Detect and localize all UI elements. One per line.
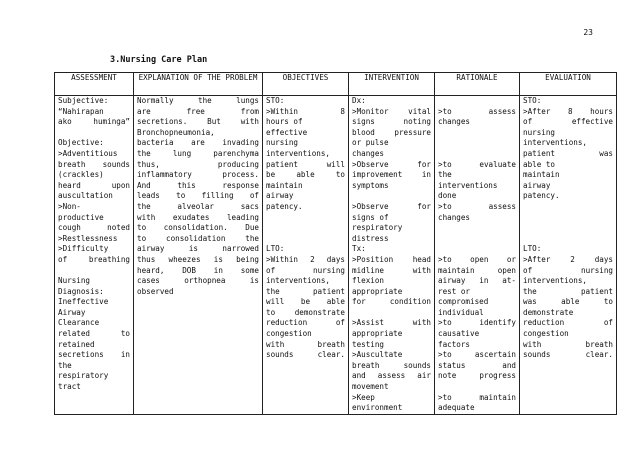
- assessment-line: breath sounds: [58, 159, 130, 169]
- objectives-line: the patient: [266, 286, 345, 296]
- evaluation-cell: [520, 96, 617, 415]
- intervention-line: Tx:: [352, 244, 366, 254]
- evaluation-line: interventions,: [523, 138, 588, 148]
- assessment-line: auscultation: [58, 191, 113, 201]
- evaluation-line: [523, 202, 613, 213]
- objectives-line: patient will: [266, 159, 345, 169]
- objectives-line: interventions,: [266, 276, 331, 286]
- intervention-cell: [349, 96, 435, 415]
- evaluation-line: patency.: [523, 191, 560, 201]
- assessment-line: [58, 128, 130, 139]
- page-number: 23: [583, 28, 593, 37]
- rationale-line: [438, 382, 516, 393]
- intervention-line: or pulse: [352, 138, 389, 148]
- header-intervention: INTERVENTION: [349, 73, 435, 96]
- objectives-cell: [263, 96, 349, 415]
- explanation-line: thus wheezes is being: [137, 254, 259, 264]
- assessment-line: of breathing: [58, 254, 130, 264]
- explanation-line: Bronchopneumonia,: [137, 127, 215, 137]
- section-title: 3.Nursing Care Plan: [110, 55, 208, 65]
- explanation-line: secretions. But with: [137, 117, 259, 127]
- rationale-line: [438, 96, 516, 107]
- rationale-line: causative: [438, 329, 480, 339]
- header-objectives: OBJECTIVES: [263, 73, 349, 96]
- explanation-line: observed: [137, 286, 174, 296]
- assessment-line: Diagnosis:: [58, 286, 104, 296]
- assessment-line: the: [58, 360, 72, 370]
- objectives-line: hours of: [266, 117, 303, 127]
- evaluation-line: reduction of: [523, 318, 613, 328]
- explanation-line: thus, producing: [137, 159, 259, 169]
- objectives-line: effective: [266, 127, 308, 137]
- assessment-line: related to: [58, 329, 130, 339]
- evaluation-line: was able to: [523, 297, 613, 307]
- objectives-line: >Within 2 days: [266, 254, 345, 264]
- intervention-line: signs of: [352, 212, 389, 222]
- rationale-line: done: [438, 191, 457, 201]
- evaluation-line: >After 2 days: [523, 254, 613, 264]
- intervention-line: improvement in: [352, 170, 431, 180]
- rationale-cell: [435, 96, 520, 415]
- assessment-line: Clearance: [58, 318, 100, 328]
- rationale-line: [438, 223, 516, 234]
- objectives-line: STO:: [266, 96, 285, 105]
- intervention-line: >Position head: [352, 254, 431, 264]
- objectives-line: patency.: [266, 201, 303, 211]
- objectives-line: interventions,: [266, 148, 331, 158]
- objectives-line: LTO:: [266, 244, 285, 254]
- rationale-line: changes: [438, 212, 471, 222]
- rationale-line: factors: [438, 339, 471, 349]
- assessment-line: Ineffective: [58, 297, 109, 307]
- objectives-line: be able to: [266, 170, 345, 180]
- intervention-line: >Keep: [352, 392, 375, 402]
- rationale-line: airway in at-: [438, 276, 516, 286]
- evaluation-line: sounds clear.: [523, 350, 613, 360]
- rationale-line: >to ascertain: [438, 350, 516, 360]
- rationale-line: [438, 128, 516, 139]
- intervention-line: midline with: [352, 265, 431, 275]
- assessment-line: ako huminga”: [58, 117, 130, 127]
- assessment-line: >Difficulty: [58, 244, 109, 254]
- intervention-line: testing: [352, 339, 385, 349]
- rationale-line: [438, 149, 516, 160]
- evaluation-line: the patient: [523, 286, 613, 296]
- assessment-line: Airway: [58, 307, 86, 317]
- assessment-line: tract: [58, 382, 81, 392]
- evaluation-line: able to: [523, 159, 556, 169]
- intervention-line: >Assist with: [352, 318, 431, 328]
- objectives-line: nursing: [266, 138, 299, 148]
- assessment-line: respiratory: [58, 371, 109, 381]
- assessment-line: >Adventitious: [58, 148, 118, 158]
- intervention-line: for condition: [352, 297, 431, 307]
- rationale-line: >to identify: [438, 318, 516, 328]
- rationale-line: [438, 244, 516, 255]
- explanation-line: to consolidation. Due: [137, 223, 259, 233]
- objectives-line: to demonstrate: [266, 307, 345, 317]
- assessment-line: productive: [58, 212, 104, 222]
- evaluation-line: with breath: [523, 339, 613, 349]
- objectives-line: sounds clear.: [266, 350, 345, 360]
- intervention-line: >Observe for: [352, 201, 431, 211]
- intervention-line: breath sounds: [352, 360, 431, 370]
- objectives-line: >Within 8: [266, 106, 345, 116]
- assessment-line: Objective:: [58, 138, 104, 148]
- evaluation-line: LTO:: [523, 244, 542, 254]
- intervention-line: Dx:: [352, 96, 366, 105]
- intervention-line: [352, 308, 431, 319]
- rationale-line: individual: [438, 307, 484, 317]
- explanation-line: airway is narrowed: [137, 244, 259, 254]
- evaluation-line: patient was: [523, 148, 613, 158]
- rationale-line: the: [438, 170, 452, 180]
- explanation-line: heard, DOB in some: [137, 265, 259, 275]
- rationale-line: note progress: [438, 371, 516, 381]
- explanation-line: inflammatory process.: [137, 170, 259, 180]
- assessment-line: Subjective:: [58, 96, 109, 105]
- evaluation-line: congestion: [523, 329, 569, 339]
- explanation-line: are free from: [137, 106, 259, 116]
- evaluation-line: >After 8 hours: [523, 106, 613, 116]
- rationale-line: adequate: [438, 403, 475, 413]
- objectives-line: with breath: [266, 339, 345, 349]
- assessment-line: (crackles): [58, 170, 104, 180]
- rationale-line: >to assess: [438, 106, 516, 116]
- rationale-line: >to assess: [438, 201, 516, 211]
- evaluation-line: STO:: [523, 96, 542, 105]
- rationale-line: interventions: [438, 180, 498, 190]
- evaluation-line: demonstrate: [523, 307, 574, 317]
- intervention-line: and assess air: [352, 371, 431, 381]
- intervention-line: >Auscultate: [352, 350, 403, 360]
- header-evaluation: EVALUATION: [520, 73, 617, 96]
- intervention-line: [352, 191, 431, 202]
- objectives-line: [266, 213, 345, 224]
- explanation-line: the alveolar sacs: [137, 201, 259, 211]
- objectives-line: [266, 223, 345, 234]
- explanation-line: bacteria are invading: [137, 138, 259, 148]
- intervention-line: respiratory: [352, 223, 403, 233]
- intervention-line: symptoms: [352, 180, 389, 190]
- assessment-line: Nursing: [58, 276, 91, 286]
- evaluation-line: [523, 213, 613, 224]
- assessment-line: “Nahirapan: [58, 106, 104, 116]
- intervention-line: >Monitor vital: [352, 106, 431, 116]
- explanation-line: And this response: [137, 180, 259, 190]
- objectives-line: maintain: [266, 180, 303, 190]
- evaluation-line: [523, 223, 613, 234]
- objectives-line: will be able: [266, 297, 345, 307]
- objectives-line: reduction of: [266, 318, 345, 328]
- assessment-line: >Non-: [58, 201, 81, 211]
- assessment-line: secretions in: [58, 350, 130, 360]
- rationale-line: [438, 234, 516, 245]
- intervention-line: distress: [352, 233, 389, 243]
- evaluation-line: maintain: [523, 170, 560, 180]
- evaluation-line: [523, 234, 613, 245]
- rationale-line: compromised: [438, 297, 489, 307]
- objectives-line: [266, 234, 345, 245]
- intervention-line: environment: [352, 403, 403, 413]
- explanation-line: leads to filling of: [137, 191, 259, 201]
- intervention-line: flexion: [352, 276, 385, 286]
- explanation-line: with exudates leading: [137, 212, 259, 222]
- intervention-line: blood pressure: [352, 127, 431, 137]
- rationale-line: changes: [438, 117, 471, 127]
- table-row: [55, 96, 617, 415]
- rationale-line: >to open or: [438, 254, 516, 264]
- intervention-line: appropriate: [352, 329, 403, 339]
- objectives-line: congestion: [266, 329, 312, 339]
- explanation-cell: [134, 96, 263, 415]
- intervention-line: appropriate: [352, 286, 403, 296]
- explanation-line: cases orthopnea is: [137, 276, 259, 286]
- rationale-line: >to maintain: [438, 392, 516, 402]
- evaluation-line: of effective: [523, 117, 613, 127]
- rationale-line: maintain open: [438, 265, 516, 275]
- explanation-line: to consolidation the: [137, 233, 259, 243]
- intervention-line: changes: [352, 148, 385, 158]
- header-explanation: EXPLANATION OF THE PROBLEM: [134, 73, 263, 96]
- evaluation-line: nursing: [523, 127, 556, 137]
- table-header-row: [55, 73, 617, 96]
- assessment-line: >Restlessness: [58, 233, 118, 243]
- assessment-line: heard upon: [58, 180, 130, 190]
- rationale-line: [438, 138, 516, 149]
- rationale-line: rest or: [438, 286, 471, 296]
- rationale-line: >to evaluate: [438, 159, 516, 169]
- evaluation-line: interventions,: [523, 276, 588, 286]
- evaluation-line: airway: [523, 180, 551, 190]
- intervention-line: signs noting: [352, 117, 431, 127]
- header-rationale: RATIONALE: [435, 73, 520, 96]
- assessment-line: cough noted: [58, 223, 130, 233]
- explanation-line: the lung parenchyma: [137, 148, 259, 158]
- evaluation-line: of nursing: [523, 265, 613, 275]
- explanation-line: Normally the lungs: [137, 96, 259, 105]
- assessment-cell: [55, 96, 134, 415]
- objectives-line: of nursing: [266, 265, 345, 275]
- nursing-care-plan-table: [54, 72, 617, 415]
- assessment-line: [58, 266, 130, 277]
- assessment-line: retained: [58, 339, 95, 349]
- intervention-line: >Observe for: [352, 159, 431, 169]
- intervention-line: movement: [352, 382, 389, 392]
- objectives-line: airway: [266, 191, 294, 201]
- header-assessment: ASSESSMENT: [55, 73, 134, 96]
- rationale-line: status and: [438, 360, 516, 370]
